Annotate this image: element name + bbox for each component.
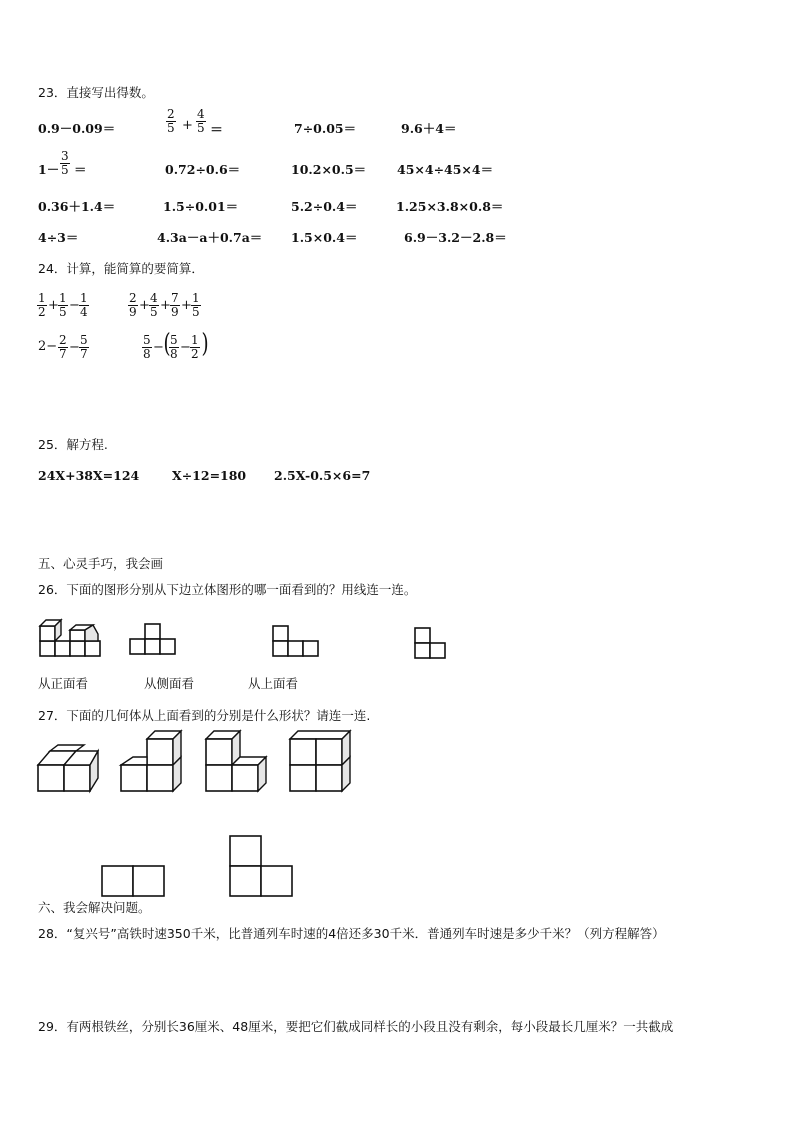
fraction: 5 8 — [143, 333, 151, 361]
q26-view-shape-c — [415, 626, 449, 662]
fraction: 2 7 — [59, 333, 67, 361]
q23-r1c4: 9.6＋4＝ — [401, 121, 457, 136]
q23-r1c3: 7÷0.05＝ — [294, 121, 357, 136]
q27-solid-1 — [38, 745, 100, 793]
fraction: 1 5 — [59, 291, 67, 319]
q26-view-shape-a — [130, 622, 178, 658]
q25-eq2: X÷12=180 — [172, 468, 247, 483]
left-paren: ( — [163, 329, 171, 359]
fraction: 4 5 — [197, 107, 205, 135]
fraction: 2 9 — [129, 291, 137, 319]
section5-title: 五、心灵手巧，我会画 — [38, 556, 164, 571]
fraction: 4 5 — [150, 291, 158, 319]
q26-label-side: 从侧面看 — [144, 676, 195, 691]
q25-title: 25．解方程. — [38, 437, 108, 452]
q23-title: 23．直接写出得数。 — [38, 85, 154, 100]
fraction: 7 9 — [171, 291, 179, 319]
q26-view-shape-b — [273, 624, 321, 660]
fraction: 1 2 — [191, 333, 199, 361]
q23-r3c1: 0.36＋1.4＝ — [38, 199, 116, 214]
q26-title: 26．下面的图形分别从下边立体图形的哪一面看到的？用线连一连。 — [38, 582, 417, 597]
plus-sign: + — [182, 118, 193, 133]
q26-label-front: 从正面看 — [38, 676, 89, 691]
fraction: 3 5 — [61, 149, 69, 177]
q25-eq1: 24X+38X=124 — [38, 468, 140, 483]
q26-solid-figure — [38, 614, 100, 660]
q23-r4c1: 4÷3＝ — [38, 230, 79, 245]
section6-title: 六、我会解决问题。 — [38, 900, 151, 915]
q23-r4c3: 1.5×0.4＝ — [291, 230, 358, 245]
fraction: 1 4 — [80, 291, 88, 319]
q23-r3c2: 1.5÷0.01＝ — [163, 199, 239, 214]
q23-r2c3: 10.2×0.5＝ — [291, 162, 367, 177]
q27-title: 27．下面的几何体从上面看到的分别是什么形状？请连一连. — [38, 708, 371, 723]
q23-r2c2: 0.72÷0.6＝ — [165, 162, 241, 177]
q23-r4c2: 4.3a－a＋0.7a＝ — [157, 230, 263, 245]
q23-r2c4: 45×4÷45×4＝ — [397, 162, 494, 177]
fraction: 1 2 — [38, 291, 46, 319]
fraction: 5 8 — [170, 333, 178, 361]
fraction: 5 7 — [80, 333, 88, 361]
q27-solid-4 — [290, 731, 354, 793]
q27-view-shape-a — [101, 864, 167, 898]
q23-r1c1: 0.9－0.09＝ — [38, 121, 116, 136]
equals-sign: ＝ — [210, 123, 224, 138]
fraction: 2 5 — [167, 107, 175, 135]
q23-r4c4: 6.9－3.2－2.8＝ — [404, 230, 507, 245]
fraction: 1 5 — [192, 291, 200, 319]
q27-view-shape-b — [229, 834, 295, 898]
right-paren: ) — [201, 329, 209, 359]
q27-solid-2 — [121, 731, 185, 793]
q24-title: 24．计算，能简算的要简算． — [38, 261, 204, 276]
q29-text: 29．有两根铁丝，分别长36厘米、48厘米，要把它们截成同样长的小段且没有剩余，每小段最长几厘米？一共截成 — [38, 1019, 674, 1034]
q23-r3c4: 1.25×3.8×0.8＝ — [396, 199, 504, 214]
q26-label-top: 从上面看 — [248, 676, 299, 691]
q23-r3c3: 5.2÷0.4＝ — [291, 199, 358, 214]
q25-eq3: 2.5X-0.5×6=7 — [274, 468, 371, 483]
q28-text: 28．“复兴号”高铁时速350千米，比普通列车时速的4倍还多30千米．普通列车时速是多少千米？（列方程解答） — [38, 926, 665, 941]
q27-solid-3 — [206, 731, 270, 793]
